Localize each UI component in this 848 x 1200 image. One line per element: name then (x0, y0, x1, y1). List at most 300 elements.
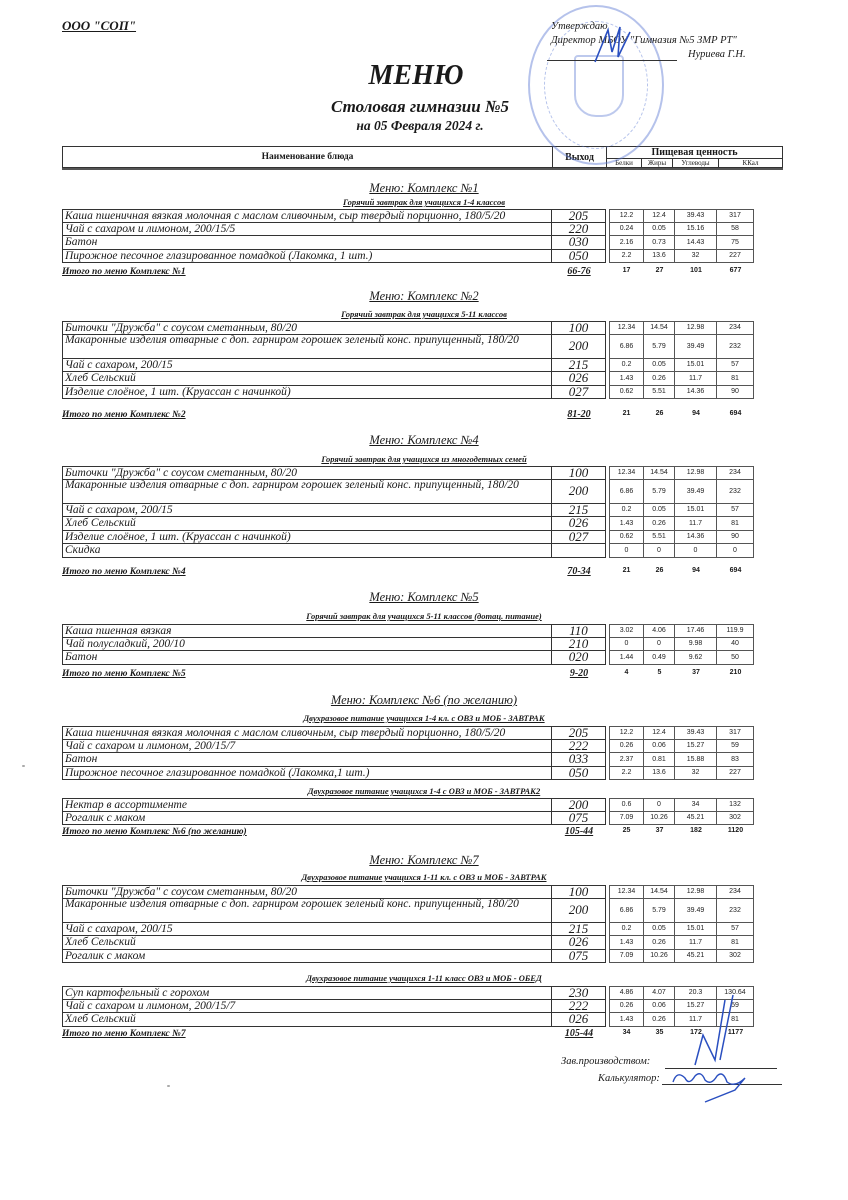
total-kcal: 1177 (727, 1029, 744, 1036)
dish-kcal: 81 (717, 517, 754, 531)
dish-protein: 1.43 (609, 1013, 644, 1027)
total-carbs: 101 (690, 267, 702, 274)
dish-name: Чай с сахаром и лимоном, 200/15/5 (62, 223, 552, 237)
total-protein: 17 (622, 267, 631, 274)
table-row (62, 544, 783, 558)
dish-output: 230 (552, 986, 606, 1000)
dish-name: Нектар в ассортименте (62, 798, 552, 812)
total-fat: 37 (655, 827, 664, 834)
total-row-container (62, 566, 783, 579)
dish-protein: 12.34 (609, 321, 644, 335)
dish-fat: 0.05 (644, 359, 675, 373)
dish-kcal: 59 (717, 1000, 754, 1014)
dish-output: 026 (552, 936, 606, 950)
dish-name: Чай с сахаром, 200/15 (62, 504, 552, 518)
dish-output: 215 (552, 359, 606, 373)
dish-name: Изделие слоёное, 1 шт. (Круассан с начинкой) (62, 386, 552, 400)
dish-carbs: 15.01 (675, 359, 717, 373)
dish-fat: 0.49 (644, 651, 675, 665)
dish-kcal: 81 (717, 1013, 754, 1027)
dish-kcal: 232 (717, 335, 754, 359)
dish-name: Хлеб Сельский (62, 372, 552, 386)
dish-fat: 0 (644, 638, 675, 652)
dish-output: 100 (552, 466, 606, 480)
dish-name: Рогалик с маком (62, 812, 552, 826)
dish-protein: 0.6 (609, 798, 644, 812)
dish-carbs: 32 (675, 767, 717, 781)
dish-name: Каша пшеничная вязкая молочная с маслом сливочным, сыр твердый порционно, 180/5/20 (62, 209, 552, 223)
menu-table (62, 466, 783, 558)
dish-output: 210 (552, 638, 606, 652)
dish-protein: 0.26 (609, 740, 644, 754)
table-row (62, 335, 783, 359)
dish-name: Макаронные изделия отварные с доп. гарниром горошек зеленый конс. припущенный, 180/20 (62, 335, 552, 359)
dish-output: 020 (552, 651, 606, 665)
scan-speck (22, 765, 25, 767)
dish-fat: 0.05 (644, 223, 675, 237)
table-row (62, 517, 783, 531)
total-carbs: 94 (692, 410, 700, 417)
table-row (62, 885, 783, 899)
page-subtitle: Столовая гимназии №5 (330, 97, 510, 116)
header-carbs: Углеводы (673, 159, 719, 167)
total-label: Итого по меню Комплекс №4 (62, 567, 186, 577)
dish-carbs: 15.88 (675, 753, 717, 767)
dish-kcal: 90 (717, 386, 754, 400)
total-row (62, 566, 783, 579)
dish-protein: 1.43 (609, 372, 644, 386)
total-row (62, 668, 783, 681)
total-fat: 27 (655, 267, 664, 274)
dish-fat: 0.26 (644, 517, 675, 531)
dish-kcal: 57 (717, 359, 754, 373)
group-subtitle: Двухразовое питание учащихся 1-4 с ОВЗ и МОБ - ЗАВТРАК2 (307, 786, 541, 796)
header-protein: Белки (607, 159, 642, 167)
total-price: 105-44 (564, 1028, 594, 1039)
total-row (62, 826, 783, 839)
dish-name: Хлеб Сельский (62, 1013, 552, 1027)
dish-carbs: 39.49 (675, 480, 717, 504)
dish-name: Хлеб Сельский (62, 936, 552, 950)
dish-name: Пирожное песочное глазированное помадкой (Лакомка, 1 шт.) (62, 250, 552, 264)
dish-protein: 6.86 (609, 480, 644, 504)
dish-carbs: 39.43 (675, 209, 717, 223)
total-protein: 25 (622, 827, 631, 834)
dish-fat: 5.79 (644, 899, 675, 923)
dish-carbs: 11.7 (675, 372, 717, 386)
header-dish-name: Наименование блюда (63, 147, 553, 167)
total-row (62, 409, 783, 422)
staff-signature-icon (665, 990, 785, 1105)
dish-output: 027 (552, 531, 606, 545)
dish-carbs: 45.21 (675, 812, 717, 826)
dish-protein: 7.09 (609, 950, 644, 964)
dish-kcal: 227 (717, 767, 754, 781)
dish-name: Изделие слоёное, 1 шт. (Круассан с начинкой) (62, 531, 552, 545)
dish-output: 215 (552, 504, 606, 518)
dish-carbs: 15.01 (675, 923, 717, 937)
dish-protein: 0.2 (609, 504, 644, 518)
dish-carbs: 11.7 (675, 1013, 717, 1027)
total-row (62, 266, 783, 279)
dish-protein: 0.26 (609, 1000, 644, 1014)
table-row (62, 466, 783, 480)
total-row-container (62, 826, 783, 839)
table-row (62, 947, 783, 964)
total-label: Итого по меню Комплекс №2 (62, 410, 186, 420)
dish-name: Макаронные изделия отварные с доп. гарниром горошек зеленый конс. припущенный, 180/20 (62, 899, 552, 923)
section-title: Меню: Комплекс №1 (369, 181, 479, 195)
dish-carbs: 17.46 (675, 624, 717, 638)
dish-name: Суп картофельный с горохом (62, 986, 552, 1000)
director-signature-icon (590, 22, 640, 72)
page-title: МЕНЮ (368, 60, 464, 91)
dish-name: Макаронные изделия отварные с доп. гарниром горошек зеленый конс. припущенный, 180/20 (62, 480, 552, 504)
dish-output: 215 (552, 923, 606, 937)
menu-table (62, 321, 783, 399)
total-carbs: 37 (692, 669, 700, 676)
dish-carbs: 12.98 (675, 321, 717, 335)
group-subtitle: Двухразовое питание учащихся 1-4 кл. с ОВЗ и МОБ - ЗАВТРАК (303, 713, 545, 723)
menu-date: на 05 Февраля 2024 г. (356, 118, 484, 133)
group-subtitle: Двухразовое питание учащихся 1-11 кл. с ОВЗ и МОБ - ЗАВТРАК (301, 872, 547, 882)
dish-output: 200 (552, 798, 606, 812)
total-protein: 21 (622, 567, 631, 574)
dish-fat: 14.54 (644, 321, 675, 335)
dish-kcal: 302 (717, 950, 754, 964)
dish-kcal: 81 (717, 936, 754, 950)
dish-carbs: 32 (675, 250, 717, 264)
dish-output: 026 (552, 1013, 606, 1027)
dish-output: 205 (552, 209, 606, 223)
dish-name: Каша пшеничная вязкая молочная с маслом сливочным, сыр твердый порционно, 180/5/20 (62, 726, 552, 740)
total-protein: 4 (624, 669, 629, 676)
total-label: Итого по меню Комплекс №5 (62, 669, 186, 679)
dish-carbs: 0 (675, 544, 717, 558)
dish-name: Биточки "Дружба" с соусом сметанным, 80/20 (62, 466, 552, 480)
dish-kcal: 57 (717, 504, 754, 518)
header-output: Выход (553, 147, 607, 167)
dish-carbs: 15.16 (675, 223, 717, 237)
group-subtitle: Горячий завтрак для учащихся из многодетных семей (321, 454, 527, 464)
dish-protein: 12.2 (609, 209, 644, 223)
dish-protein: 0.62 (609, 386, 644, 400)
dish-name: Батон (62, 651, 552, 665)
dish-output: 026 (552, 372, 606, 386)
section-title: Меню: Комплекс №4 (369, 433, 479, 447)
dish-carbs: 39.49 (675, 899, 717, 923)
dish-output: 026 (552, 517, 606, 531)
dish-name: Каша пшенная вязкая (62, 624, 552, 638)
dish-protein: 1.43 (609, 936, 644, 950)
dish-carbs: 14.36 (675, 531, 717, 545)
dish-kcal: 132 (717, 798, 754, 812)
dish-fat: 5.79 (644, 480, 675, 504)
dish-carbs: 45.21 (675, 950, 717, 964)
dish-protein: 6.86 (609, 899, 644, 923)
total-row-container (62, 266, 783, 279)
dish-fat: 14.54 (644, 885, 675, 899)
menu-table (62, 726, 783, 780)
table-row (62, 209, 783, 223)
dish-carbs: 14.43 (675, 236, 717, 250)
dish-protein: 4.86 (609, 986, 644, 1000)
total-row-container (62, 409, 783, 422)
dish-output: 050 (552, 767, 606, 781)
dish-kcal: 232 (717, 480, 754, 504)
dish-name: Батон (62, 753, 552, 767)
dish-output: 027 (552, 386, 606, 400)
scan-speck (167, 1085, 170, 1087)
total-fat: 26 (655, 567, 664, 574)
dish-kcal: 75 (717, 236, 754, 250)
total-protein: 34 (622, 1029, 631, 1036)
dish-kcal: 58 (717, 223, 754, 237)
dish-kcal: 227 (717, 250, 754, 264)
dish-protein: 6.86 (609, 335, 644, 359)
dish-protein: 0 (609, 638, 644, 652)
dish-kcal: 302 (717, 812, 754, 826)
dish-kcal: 59 (717, 740, 754, 754)
dish-name: Чай с сахаром и лимоном, 200/15/7 (62, 1000, 552, 1014)
total-kcal: 210 (729, 669, 742, 676)
total-carbs: 172 (690, 1029, 702, 1036)
dish-fat: 0.81 (644, 753, 675, 767)
table-row (62, 236, 783, 250)
dish-protein: 12.34 (609, 885, 644, 899)
total-fat: 5 (657, 669, 662, 676)
dish-name: Чай с сахаром, 200/15 (62, 359, 552, 373)
total-kcal: 1120 (727, 827, 744, 834)
table-row (62, 372, 783, 386)
total-fat: 35 (655, 1029, 664, 1036)
dish-protein: 2.37 (609, 753, 644, 767)
table-row (62, 726, 783, 740)
dish-kcal: 40 (717, 638, 754, 652)
section-title: Меню: Комплекс №6 (по желанию) (330, 693, 518, 707)
dish-fat: 0.26 (644, 936, 675, 950)
dish-protein: 1.43 (609, 517, 644, 531)
total-carbs: 94 (692, 567, 700, 574)
total-price: 70-34 (567, 566, 591, 577)
table-row (62, 651, 783, 665)
header-divider (62, 168, 783, 170)
dish-name: Рогалик с маком (62, 950, 552, 964)
table-row (62, 798, 783, 812)
table-row (62, 220, 783, 237)
dish-carbs: 12.98 (675, 466, 717, 480)
dish-fat: 5.79 (644, 335, 675, 359)
dish-kcal: 57 (717, 923, 754, 937)
dish-kcal: 317 (717, 726, 754, 740)
dish-fat: 0.06 (644, 740, 675, 754)
approval-line-2: Директор МБОУ "Гимназия №5 ЗМР РТ" (551, 35, 737, 46)
dish-protein: 0.24 (609, 223, 644, 237)
organization-name: ООО "СОП" (62, 18, 137, 33)
group-subtitle: Горячий завтрак для учащихся 5-11 классов (дотац. питание) (306, 611, 542, 621)
table-row (62, 501, 783, 518)
dish-fat: 0.73 (644, 236, 675, 250)
dish-carbs: 34 (675, 798, 717, 812)
total-row-container (62, 668, 783, 681)
dish-name: Чай с сахаром и лимоном, 200/15/7 (62, 740, 552, 754)
dish-kcal: 232 (717, 899, 754, 923)
table-row (62, 247, 783, 264)
total-kcal: 694 (729, 567, 742, 574)
dish-output: 050 (552, 250, 606, 264)
table-row (62, 356, 783, 373)
dish-kcal: 83 (717, 753, 754, 767)
dish-fat: 5.51 (644, 531, 675, 545)
dish-kcal: 234 (717, 321, 754, 335)
table-row (62, 528, 783, 545)
dish-output: 100 (552, 885, 606, 899)
header-kcal: ККал (742, 159, 759, 167)
header-nutrition-title: Пищевая ценность (607, 147, 782, 159)
dish-carbs: 12.98 (675, 885, 717, 899)
dish-output: 075 (552, 950, 606, 964)
dish-output: 033 (552, 753, 606, 767)
table-row (62, 899, 783, 923)
table-header (62, 146, 783, 168)
dish-kcal: 90 (717, 531, 754, 545)
dish-fat: 12.4 (644, 209, 675, 223)
dish-carbs: 39.49 (675, 335, 717, 359)
group-subtitle: Двухразовое питание учащихся 1-11 класс ОВЗ и МОБ - ОБЕД (306, 973, 542, 983)
dish-output (552, 544, 606, 558)
dish-output: 222 (552, 740, 606, 754)
header-fat: Жиры (642, 159, 673, 167)
dish-carbs: 9.98 (675, 638, 717, 652)
dish-kcal: 130.64 (717, 986, 754, 1000)
dish-output: 075 (552, 812, 606, 826)
dish-kcal: 234 (717, 885, 754, 899)
dish-fat: 5.51 (644, 386, 675, 400)
dish-fat: 0.05 (644, 504, 675, 518)
menu-table (62, 798, 783, 825)
dish-carbs: 15.27 (675, 1000, 717, 1014)
production-head-label: Зав.производством: (561, 1056, 651, 1067)
approval-block (551, 20, 746, 62)
table-row (62, 737, 783, 754)
dish-fat: 10.26 (644, 950, 675, 964)
dish-fat: 12.4 (644, 726, 675, 740)
dish-protein: 2.2 (609, 767, 644, 781)
dish-protein: 0.62 (609, 531, 644, 545)
approval-line-3: Нуриева Г.Н. (688, 49, 746, 60)
total-kcal: 694 (729, 410, 742, 417)
dish-output: 030 (552, 236, 606, 250)
total-kcal: 677 (729, 267, 742, 274)
dish-fat: 0.05 (644, 923, 675, 937)
dish-protein: 1.44 (609, 651, 644, 665)
total-price: 66-76 (567, 266, 591, 277)
dish-fat: 13.6 (644, 767, 675, 781)
table-row (62, 809, 783, 826)
dish-carbs: 11.7 (675, 936, 717, 950)
total-price: 105-44 (564, 826, 594, 837)
table-row (62, 764, 783, 781)
dish-name: Хлеб Сельский (62, 517, 552, 531)
table-row (62, 383, 783, 400)
dish-kcal: 317 (717, 209, 754, 223)
table-row (62, 920, 783, 937)
dish-carbs: 9.62 (675, 651, 717, 665)
dish-output: 222 (552, 1000, 606, 1014)
approval-line-1: Утверждаю (551, 21, 608, 32)
dish-fat: 0.26 (644, 1013, 675, 1027)
total-fat: 26 (655, 410, 664, 417)
dish-carbs: 20.3 (675, 986, 717, 1000)
dish-kcal: 119.9 (717, 624, 754, 638)
group-subtitle: Горячий завтрак для учащихся 5-11 классов (341, 309, 507, 319)
table-row (62, 480, 783, 504)
dish-carbs: 15.27 (675, 740, 717, 754)
dish-protein: 3.02 (609, 624, 644, 638)
dish-output: 200 (552, 335, 606, 359)
dish-protein: 0.2 (609, 923, 644, 937)
dish-name: Пирожное песочное глазированное помадкой (Лакомка,1 шт.) (62, 767, 552, 781)
dish-output: 220 (552, 223, 606, 237)
dish-fat: 0 (644, 798, 675, 812)
total-carbs: 182 (690, 827, 702, 834)
dish-protein: 0 (609, 544, 644, 558)
dish-fat: 0 (644, 544, 675, 558)
dish-output: 200 (552, 899, 606, 923)
dish-carbs: 39.43 (675, 726, 717, 740)
menu-table (62, 209, 783, 263)
dish-output: 205 (552, 726, 606, 740)
dish-kcal: 50 (717, 651, 754, 665)
dish-name: Биточки "Дружба" с соусом сметанным, 80/20 (62, 321, 552, 335)
dish-carbs: 15.01 (675, 504, 717, 518)
dish-fat: 4.06 (644, 624, 675, 638)
table-row (62, 624, 783, 638)
section-title: Меню: Комплекс №5 (369, 590, 479, 604)
dish-name: Биточки "Дружба" с соусом сметанным, 80/20 (62, 885, 552, 899)
section-title: Меню: Комплекс №2 (369, 289, 479, 303)
total-price: 81-20 (567, 409, 591, 420)
dish-protein: 12.2 (609, 726, 644, 740)
table-row (62, 635, 783, 652)
group-subtitle: Горячий завтрак для учащихся 1-4 классов (342, 197, 506, 207)
total-label: Итого по меню Комплекс №7 (62, 1029, 186, 1039)
menu-table (62, 885, 783, 963)
table-row (62, 321, 783, 335)
total-label: Итого по меню Комплекс №6 (по желанию) (62, 827, 247, 837)
dish-carbs: 11.7 (675, 517, 717, 531)
dish-kcal: 234 (717, 466, 754, 480)
dish-name: Скидка (62, 544, 552, 558)
dish-fat: 14.54 (644, 466, 675, 480)
dish-kcal: 81 (717, 372, 754, 386)
dish-output: 100 (552, 321, 606, 335)
dish-name: Чай полусладкий, 200/10 (62, 638, 552, 652)
table-row (62, 936, 783, 950)
total-protein: 21 (622, 410, 631, 417)
total-label: Итого по меню Комплекс №1 (62, 267, 186, 277)
total-price: 9-20 (569, 668, 589, 679)
dish-fat: 0.26 (644, 372, 675, 386)
dish-fat: 4.07 (644, 986, 675, 1000)
dish-output: 200 (552, 480, 606, 504)
dish-fat: 10.26 (644, 812, 675, 826)
dish-protein: 0.2 (609, 359, 644, 373)
dish-fat: 13.6 (644, 250, 675, 264)
dish-protein: 2.16 (609, 236, 644, 250)
calculator-label: Калькулятор: (598, 1073, 660, 1084)
dish-fat: 0.06 (644, 1000, 675, 1014)
